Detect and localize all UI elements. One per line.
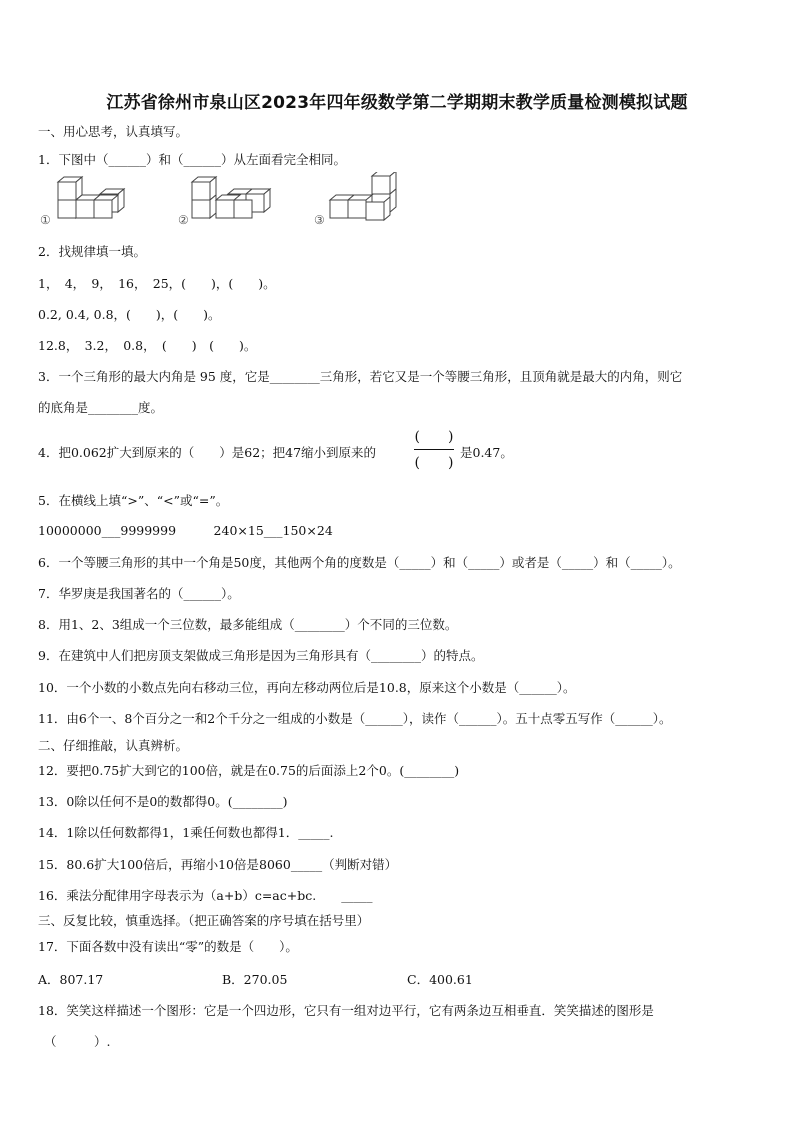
question-2-row-a: 1， 4， 9， 16， 25，( )，( )。 xyxy=(38,276,276,291)
question-13: 13．0除以任何不是0的数都得0。(________) xyxy=(38,794,288,809)
question-16: 16．乘法分配律用字母表示为（a+b）c=ac+bc. _____ xyxy=(38,888,373,903)
question-17-option-b: B．270.05 xyxy=(222,972,288,987)
fraction-numerator: ( ) xyxy=(414,429,454,445)
question-14: 14．1除以任何数都得1，1乘任何数也都得1．_____. xyxy=(38,825,334,840)
question-17: 17．下面各数中没有读出“零”的数是（ ）。 xyxy=(38,939,298,954)
question-2: 2．找规律填一填。 xyxy=(38,244,146,259)
fraction-bar xyxy=(414,449,454,450)
cube-figure-1 xyxy=(38,172,148,232)
question-9: 9．在建筑中人们把房顶支架做成三角形是因为三角形具有（________）的特点。 xyxy=(38,648,484,663)
page-title: 江苏省徐州市泉山区2023年四年级数学第二学期期末教学质量检测模拟试题 xyxy=(106,93,688,113)
question-2-row-b: 0.2, 0.4, 0.8，( )，( )。 xyxy=(38,307,221,322)
question-3-line-2: 的底角是________度。 xyxy=(38,400,164,415)
section-heading-1: 一、用心思考，认真填写。 xyxy=(38,124,189,139)
cube-figure-3 xyxy=(310,172,420,232)
question-18-line-1: 18．笑笑这样描述一个图形：它是一个四边形，它只有一组对边平行，它有两条边互相垂直．笑笑描述的图形是 xyxy=(38,1003,654,1018)
question-5: 5．在横线上填“>”、“<”或“=”。 xyxy=(38,493,229,508)
question-2-row-c: 12.8， 3.2， 0.8， ( ) ( )。 xyxy=(38,338,257,353)
fraction-blank xyxy=(410,426,458,474)
question-11: 11．由6个一、8个百分之一和2个千分之一组成的小数是（______），读作（______）。五十点零五写作（______）。 xyxy=(38,711,672,726)
question-1: 1．下图中（______）和（______）从左面看完全相同。 xyxy=(38,152,346,167)
question-8: 8．用1、2、3组成一个三位数，最多能组成（________）个不同的三位数。 xyxy=(38,617,458,632)
figure-label-2: ② xyxy=(178,213,189,227)
question-3-line-1: 3．一个三角形的最大内角是 95 度，它是________三角形，若它又是一个等腰三角形，且顶角就是最大的内角，则它 xyxy=(38,369,683,384)
section-heading-3: 三、反复比较，慎重选择。（把正确答案的序号填在括号里） xyxy=(38,913,370,928)
figure-label-1: ① xyxy=(40,213,51,227)
question-6: 6．一个等腰三角形的其中一个角是50度，其他两个角的度数是（_____）和（_____）或者是（_____）和（_____）。 xyxy=(38,555,681,570)
figure-label-3: ③ xyxy=(314,213,325,227)
question-18-line-2: （ ）. xyxy=(44,1034,111,1049)
section-heading-2: 二、仔细推敲，认真辨析。 xyxy=(38,738,189,753)
question-15: 15．80.6扩大100倍后，再缩小10倍是8060_____（判断对错） xyxy=(38,857,398,872)
question-5-row: 10000000___9999999 240×15___150×24 xyxy=(38,523,333,538)
question-17-option-c: C．400.61 xyxy=(407,972,473,987)
question-17-option-a: A．807.17 xyxy=(38,972,104,987)
question-4-part-2: 是0.47。 xyxy=(460,445,513,460)
question-10: 10．一个小数的小数点先向右移动三位，再向左移动两位后是10.8，原来这个小数是（______）。 xyxy=(38,680,576,695)
cube-figure-2 xyxy=(178,172,288,232)
cube-figures xyxy=(38,172,418,232)
question-4-part-1: 4．把0.062扩大到原来的（ ）是62；把47缩小到原来的 xyxy=(38,445,377,460)
question-12: 12．要把0.75扩大到它的100倍，就是在0.75的后面添上2个0。(________) xyxy=(38,763,460,778)
fraction-denominator: ( ) xyxy=(414,455,454,471)
question-7: 7．华罗庚是我国著名的（______）。 xyxy=(38,586,240,601)
